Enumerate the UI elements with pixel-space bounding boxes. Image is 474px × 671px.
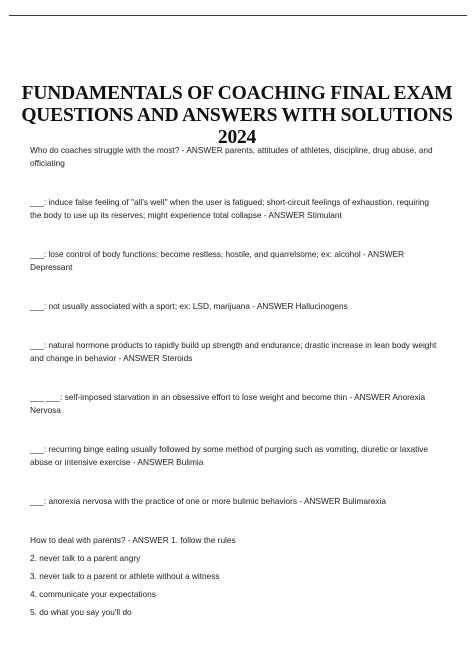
list-item-step-5: 5. do what you say you'll do xyxy=(30,607,132,617)
list-item-step-3: 3. never talk to a parent or athlete without a witness xyxy=(30,571,220,581)
qa-entry-stimulant: ___: induce false feeling of "all's well" when the user is fatigued; short-circuit feelings of exhaustion, requiring the body to use up its reserves; might experience total collapse - ANSWER Stimulant xyxy=(30,197,430,220)
qa-entry-coaches-struggle: Who do coaches struggle with the most? - ANSWER parents, attitudes of athletes, discipline, drug abuse, and officiating xyxy=(30,145,433,168)
qa-entry-parents: How to deal with parents? - ANSWER 1. follow the rules xyxy=(30,535,236,545)
qa-entry-hallucinogens: ___: not usually associated with a sport; ex: LSD, marijuana - ANSWER Hallucinogens xyxy=(30,301,348,311)
qa-entry-bulimia: ___: recurring binge eating usually followed by some method of purging such as vomiting, diuretic or laxative abuse or intensive exercise - ANSWER Bulimia xyxy=(30,444,429,467)
document-body xyxy=(30,144,442,624)
list-item-step-2: 2. never talk to a parent angry xyxy=(30,553,141,563)
qa-entry-bulimarexia: ___: anorexia nervosa with the practice of one or more bulimic behaviors - ANSWER Bulimarexia xyxy=(30,496,387,506)
qa-entry-steroids: ___: natural hormone products to rapidly build up strength and endurance; drastic increase in lean body weight and change in behavior - ANSWER Steroids xyxy=(30,340,437,363)
qa-entry-depressant: ___: lose control of body functions; become restless, hostile, and quarrelsome; ex: alcohol - ANSWER Depressant xyxy=(30,249,405,272)
list-item-step-4: 4. communicate your expectations xyxy=(30,589,156,599)
qa-entry-anorexia: ___ ___: self-imposed starvation in an obsessive effort to lose weight and become thin - ANSWER Anorexia Nervosa xyxy=(30,392,426,415)
top-rule xyxy=(9,15,467,16)
document-title: FUNDAMENTALS OF COACHING FINAL EXAM QUESTIONS AND ANSWERS WITH SOLUTIONS 2024 xyxy=(21,83,453,148)
